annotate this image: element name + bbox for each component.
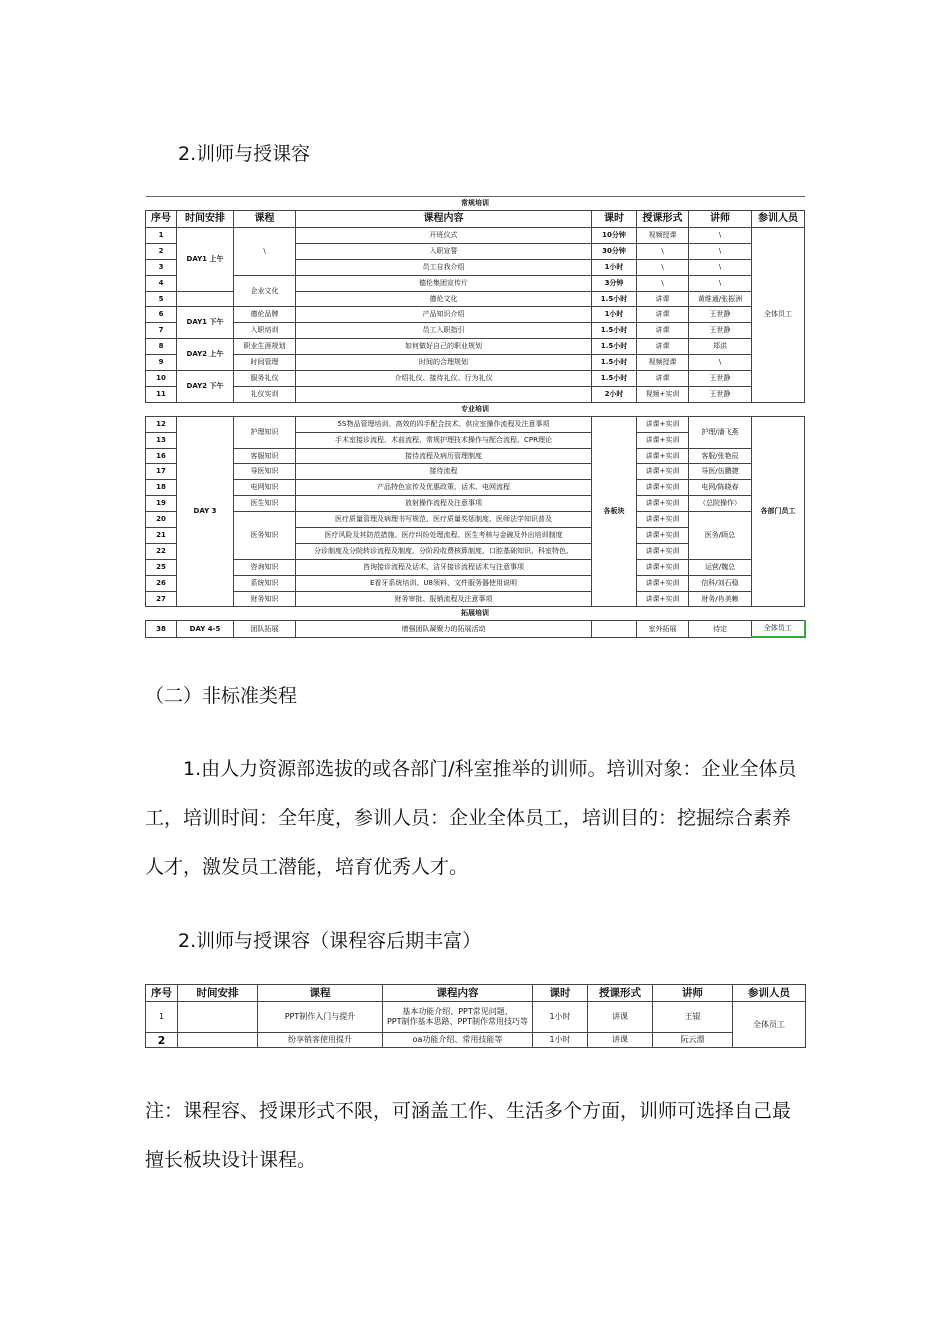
cell-attendees: 全体员工 <box>733 1002 806 1048</box>
cell-lecturer: 阮云漂 <box>653 1033 733 1048</box>
cell-lecturer: 客服/张艳辰 <box>689 448 752 464</box>
cell-no: 7 <box>146 323 177 339</box>
table-row <box>146 464 805 480</box>
cell-content: 时间的合理规划 <box>296 355 592 371</box>
cell-form: 讲课+实训 <box>637 464 689 480</box>
cell-content: 开班仪式 <box>296 228 592 244</box>
cell-form: 讲课 <box>637 291 689 307</box>
cell-lecturer: \ <box>689 228 752 244</box>
cell-content: 咨询接诊流程及话术、洁牙接诊流程话术与注意事项 <box>296 559 592 575</box>
cell-no: 10 <box>146 371 177 387</box>
cell-lecturer: 王锟 <box>653 1002 733 1033</box>
col-header: 课程 <box>234 211 296 228</box>
cell-form: 讲课 <box>588 1002 653 1033</box>
cell-form: 讲课+实训 <box>637 512 689 528</box>
cell-form: 讲课 <box>637 323 689 339</box>
heading-trainer-courses: 2.训师与授课容 <box>178 143 311 165</box>
cell-hours: 1.5小时 <box>592 323 637 339</box>
col-header: 参训人员 <box>733 985 806 1002</box>
cell-content: E看牙系统培训、U8领料、文件服务器使用说明 <box>296 575 592 591</box>
cell-form: 视频授课 <box>637 355 689 371</box>
note-line-2: 擅长板块设计课程。 <box>145 1149 317 1171</box>
table-row <box>146 355 805 371</box>
table-row <box>146 621 805 637</box>
cell-course: 护理知识 <box>234 416 296 448</box>
cell-content: 产品特色宣传及优惠政策、话术、电网流程 <box>296 480 592 496</box>
cell-hours: 10分钟 <box>592 228 637 244</box>
cell-content: 5S物品管理培训、高效的四手配合技术、供应室操作流程及注意事项 <box>296 416 592 432</box>
cell-form: 讲课 <box>637 339 689 355</box>
cell-form: 讲课+实训 <box>637 559 689 575</box>
cell-time <box>178 1033 258 1048</box>
cell-course: 电网知识 <box>234 480 296 496</box>
table-row <box>146 512 805 528</box>
cell-lecturer: 王世静 <box>689 307 752 323</box>
cell-content: 财务审批、报销流程及注意事项 <box>296 591 592 607</box>
col-header: 时间安排 <box>177 211 234 228</box>
table-row <box>146 448 805 464</box>
cell-content: 入职宣誓 <box>296 243 592 259</box>
cell-no: 26 <box>146 575 177 591</box>
cell-time <box>177 291 234 307</box>
nonstandard-training-table <box>145 984 806 1048</box>
cell-lecturer: 王世静 <box>689 386 752 402</box>
cell-no: 2 <box>146 243 177 259</box>
cell-no: 20 <box>146 512 177 528</box>
cell-no: 9 <box>146 355 177 371</box>
cell-lecturer: 运营/魏总 <box>689 559 752 575</box>
cell-time <box>178 1002 258 1033</box>
cell-no: 4 <box>146 275 177 291</box>
cell-no: 16 <box>146 448 177 464</box>
table-row <box>146 416 805 432</box>
cell-form: 视频+实训 <box>637 386 689 402</box>
cell-lecturer: 信科/刘石稳 <box>689 575 752 591</box>
table-row <box>146 496 805 512</box>
cell-course: 时间管理 <box>234 355 296 371</box>
cell-content: 德伦集团宣传片 <box>296 275 592 291</box>
cell-form: \ <box>637 243 689 259</box>
cell-form: 讲课 <box>588 1033 653 1048</box>
cell-form: 讲课+实训 <box>637 496 689 512</box>
cell-hours: 1.5小时 <box>592 291 637 307</box>
cell-no: 1 <box>146 1002 178 1033</box>
col-header: 序号 <box>146 985 178 1002</box>
cell-no: 2 <box>146 1033 178 1048</box>
col-header: 讲师 <box>689 211 752 228</box>
table-row <box>146 591 805 607</box>
cell-time: DAY2 上午 <box>177 339 234 371</box>
cell-hours: 1小时 <box>533 1002 588 1033</box>
cell-no: 13 <box>146 432 177 448</box>
cell-content: 介绍礼仪、接待礼仪、行为礼仪 <box>296 371 592 387</box>
cell-course: 财务知识 <box>234 591 296 607</box>
col-header: 授课形式 <box>637 211 689 228</box>
cell-content: 接待流程及病历管理制度 <box>296 448 592 464</box>
cell-attendees: 全体员工 <box>752 228 805 403</box>
cell-content: 医疗风险及其防范措施、医疗纠纷处理流程、医生考核与金碗及外出培训制度 <box>296 528 592 544</box>
cell-course: 礼仪实训 <box>234 386 296 402</box>
cell-form: 讲课+实训 <box>637 480 689 496</box>
cell-no: 19 <box>146 496 177 512</box>
cell-lecturer: \ <box>689 275 752 291</box>
cell-lecturer: 导医/伍鹏捷 <box>689 464 752 480</box>
cell-course: 企业文化 <box>234 275 296 307</box>
section-extension: 拓展培训 <box>146 607 805 621</box>
section-professional: 专业培训 <box>146 402 805 416</box>
cell-course: 系统知识 <box>234 575 296 591</box>
regular-training-table <box>145 196 806 638</box>
table-header-row <box>146 211 805 228</box>
cell-no: 22 <box>146 543 177 559</box>
cell-course: 入职培训 <box>234 323 296 339</box>
cell-time: DAY2 下午 <box>177 371 234 403</box>
cell-hours: 3分钟 <box>592 275 637 291</box>
cell-course: PPT制作入门与提升 <box>258 1002 383 1033</box>
cell-hours: 1小时 <box>533 1033 588 1048</box>
cell-time: DAY1 上午 <box>177 228 234 292</box>
cell-content: 增强团队凝聚力的拓展活动 <box>296 621 592 637</box>
cell-hours: 1.5小时 <box>592 371 637 387</box>
col-header: 课程 <box>258 985 383 1002</box>
cell-no: 18 <box>146 480 177 496</box>
table-row <box>146 275 805 291</box>
table-row <box>146 323 805 339</box>
cell-time: DAY1 下午 <box>177 307 234 339</box>
cell-hours: 1.5小时 <box>592 355 637 371</box>
table-row <box>146 307 805 323</box>
cell-hours <box>592 621 637 637</box>
cell-lecturer: 护理/潘飞燕 <box>689 416 752 448</box>
cell-hours: 2小时 <box>592 386 637 402</box>
cell-lecturer: 郑洪 <box>689 339 752 355</box>
cell-lecturer: 黄维通/张振洲 <box>689 291 752 307</box>
cell-hours: 1小时 <box>592 307 637 323</box>
cell-form: 讲课+实训 <box>637 432 689 448</box>
table-row <box>146 371 805 387</box>
cell-no: 1 <box>146 228 177 244</box>
content-line: PPT制作基本思路、PPT制作常用技巧等 <box>386 1017 529 1026</box>
cell-content: 德伦文化 <box>296 291 592 307</box>
cell-content: 放射操作流程及注意事项 <box>296 496 592 512</box>
table-header-row <box>146 985 806 1002</box>
cell-form: 讲课+实训 <box>637 575 689 591</box>
cell-course: 服务礼仪 <box>234 371 296 387</box>
col-header: 课时 <box>533 985 588 1002</box>
table-row <box>146 339 805 355</box>
cell-form: \ <box>637 259 689 275</box>
cell-lecturer: 电网/陈晓春 <box>689 480 752 496</box>
cell-content: 接待流程 <box>296 464 592 480</box>
cell-no: 8 <box>146 339 177 355</box>
cell-form: 讲课+实训 <box>637 528 689 544</box>
cell-lecturer: 医务/顾总 <box>689 512 752 560</box>
cell-content: 手术室接诊流程、术前流程、常规护理技术操作与配合流程、CPR理论 <box>296 432 592 448</box>
cell-no: 3 <box>146 259 177 275</box>
cell-time: DAY 3 <box>177 416 234 607</box>
cell-no: 27 <box>146 591 177 607</box>
content-line: 基本功能介绍、PPT常见问题、 <box>402 1007 513 1016</box>
cell-lecturer: \ <box>689 259 752 275</box>
col-header: 课程内容 <box>296 211 592 228</box>
cell-course: 客服知识 <box>234 448 296 464</box>
table-row <box>146 480 805 496</box>
cell-content: oa功能介绍、常用技能等 <box>383 1033 533 1048</box>
cell-content <box>383 1002 533 1033</box>
cell-content: 员工自我介绍 <box>296 259 592 275</box>
cell-form: 讲课 <box>637 371 689 387</box>
table-row <box>146 1033 806 1048</box>
section-heading-nonstandard: （二）非标准类程 <box>145 685 298 707</box>
cell-no: 11 <box>146 386 177 402</box>
cell-content: 产品知识介绍 <box>296 307 592 323</box>
cell-lecturer: 财务/肖美赖 <box>689 591 752 607</box>
col-header: 序号 <box>146 211 177 228</box>
cell-no: 12 <box>146 416 177 432</box>
cell-course: \ <box>234 228 296 276</box>
table-row <box>146 1002 806 1033</box>
col-header: 讲师 <box>653 985 733 1002</box>
table-title: 常规培训 <box>146 197 805 211</box>
cell-course: 医生知识 <box>234 496 296 512</box>
cell-hours: 各板块 <box>592 416 637 607</box>
table-row <box>146 575 805 591</box>
cell-content <box>296 386 592 402</box>
paragraph-line-1: 1.由人力资源部选拔的或各部门/科室推举的训师。培训对象：企业全体员 <box>183 758 797 780</box>
paragraph-line-3: 人才，激发员工潜能，培育优秀人才。 <box>145 856 469 878</box>
cell-no: 17 <box>146 464 177 480</box>
paragraph-line-2: 工，培训时间：全年度，参训人员：企业全体员工，培训目的：挖掘综合素养 <box>145 807 792 829</box>
cell-form: 讲课+实训 <box>637 543 689 559</box>
cell-attendees: 全体员工 <box>752 621 805 637</box>
cell-content: 医疗质量管理及病理书写规范、医疗质量奖惩制度、医师法学知识普及 <box>296 512 592 528</box>
cell-form: 讲课+实训 <box>637 591 689 607</box>
cell-no: 25 <box>146 559 177 575</box>
cell-course: 纷享销客使用提升 <box>258 1033 383 1048</box>
cell-course: 团队拓展 <box>234 621 296 637</box>
cell-no: 6 <box>146 307 177 323</box>
table-row <box>146 386 805 402</box>
cell-no: 5 <box>146 291 177 307</box>
cell-form: 视频授课 <box>637 228 689 244</box>
cell-lecturer: 王世静 <box>689 371 752 387</box>
cell-content: 分诊制度及分院转诊流程及制度、分阶段收费核算制度、口腔基础知识、科室特色、 <box>296 543 592 559</box>
cell-content: 如何做好自己的职业规划 <box>296 339 592 355</box>
note-line-1: 注：课程容、授课形式不限，可涵盖工作、生活多个方面，训师可选择自己最 <box>145 1100 792 1122</box>
cell-hours: 1.5小时 <box>592 339 637 355</box>
col-header: 课程内容 <box>383 985 533 1002</box>
cell-attendees: 各部门员工 <box>752 416 805 607</box>
col-header: 授课形式 <box>588 985 653 1002</box>
col-header: 参训人员 <box>752 211 805 228</box>
cell-course: 职业生涯规划 <box>234 339 296 355</box>
cell-lecturer: 王世静 <box>689 323 752 339</box>
cell-course: 导医知识 <box>234 464 296 480</box>
col-header: 时间安排 <box>178 985 258 1002</box>
cell-hours: 30分钟 <box>592 243 637 259</box>
cell-lecturer: \ <box>689 243 752 259</box>
cell-lecturer: （总院操作） <box>689 496 752 512</box>
cell-form: 讲课+实训 <box>637 448 689 464</box>
cell-content: 员工入职指引 <box>296 323 592 339</box>
cell-time: DAY 4-5 <box>177 621 234 637</box>
heading-trainer-courses-2: 2.训师与授课容（课程容后期丰富） <box>178 930 482 952</box>
table-row <box>146 228 805 244</box>
cell-form: 讲课+实训 <box>637 416 689 432</box>
cell-course: 咨询知识 <box>234 559 296 575</box>
cell-form: \ <box>637 275 689 291</box>
table-row <box>146 559 805 575</box>
cell-lecturer: \ <box>689 355 752 371</box>
cell-course: 德伦品牌 <box>234 307 296 323</box>
cell-hours: 1小时 <box>592 259 637 275</box>
cell-lecturer: 待定 <box>689 621 752 637</box>
cell-form: 室外拓展 <box>637 621 689 637</box>
cell-form: 讲课 <box>637 307 689 323</box>
cell-no: 21 <box>146 528 177 544</box>
cell-no: 38 <box>146 621 177 637</box>
cell-course: 医务知识 <box>234 512 296 560</box>
col-header: 课时 <box>592 211 637 228</box>
